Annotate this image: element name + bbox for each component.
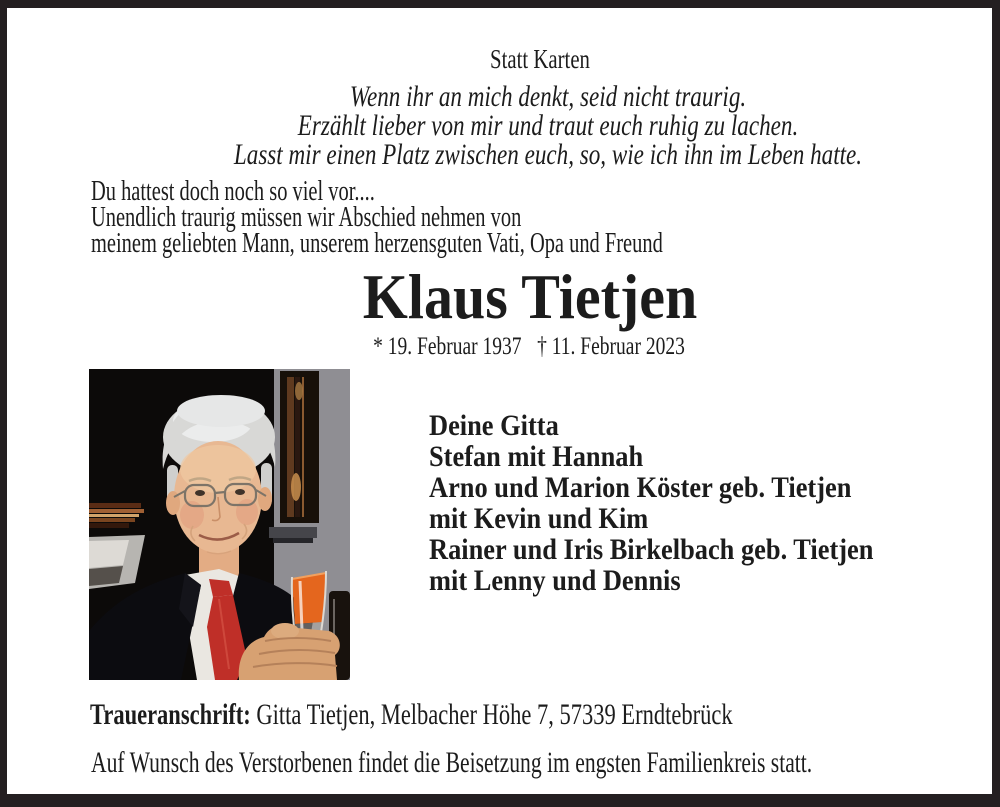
life-dates — [139, 334, 919, 359]
poem-line-3: Lasst mir einen Platz zwischen euch, so, wie ich ihn im Leben hatte. — [233, 138, 863, 171]
closing-statement: Auf Wunsch des Verstorbenen findet die Beisetzung im engsten Familienkreis statt. — [91, 746, 813, 779]
intro-line-3: meinem geliebten Mann, unserem herzensguten Vati, Opa und Freund — [91, 228, 663, 259]
intro-text — [91, 176, 663, 259]
mourner-line: Rainer und Iris Birkelbach geb. Tietjen — [429, 533, 874, 566]
intro-line-1: Du hattest doch noch so viel vor.... — [91, 176, 375, 207]
death-date: † 11. Februar 2023 — [537, 333, 685, 360]
mourning-address-value: Gitta Tietjen, Melbacher Höhe 7, 57339 Erndtebrück — [256, 698, 733, 731]
pre-header: Statt Karten — [490, 44, 590, 74]
mourner-line: Stefan mit Hannah — [429, 440, 644, 473]
birth-date: * 19. Februar 1937 — [373, 333, 522, 360]
mourner-line: mit Kevin und Kim — [429, 502, 649, 535]
mourning-address-label: Traueranschrift: — [90, 698, 251, 731]
memorial-poem — [163, 82, 933, 169]
mourner-line: mit Lenny und Dennis — [429, 564, 681, 597]
poem-line-2: Erzählt lieber von mir und traut euch ruhig zu lachen. — [297, 109, 799, 142]
mourner-line: Deine Gitta — [429, 409, 559, 442]
mourning-address — [90, 700, 733, 730]
intro-line-2: Unendlich traurig müssen wir Abschied nehmen von — [91, 202, 522, 233]
mourner-line: Arno und Marion Köster geb. Tietjen — [429, 471, 852, 504]
portrait-photo — [89, 369, 350, 680]
deceased-name: Klaus Tietjen — [362, 262, 698, 332]
mourners-list — [429, 410, 873, 596]
poem-line-1: Wenn ihr an mich denkt, seid nicht traurig. — [349, 80, 747, 113]
